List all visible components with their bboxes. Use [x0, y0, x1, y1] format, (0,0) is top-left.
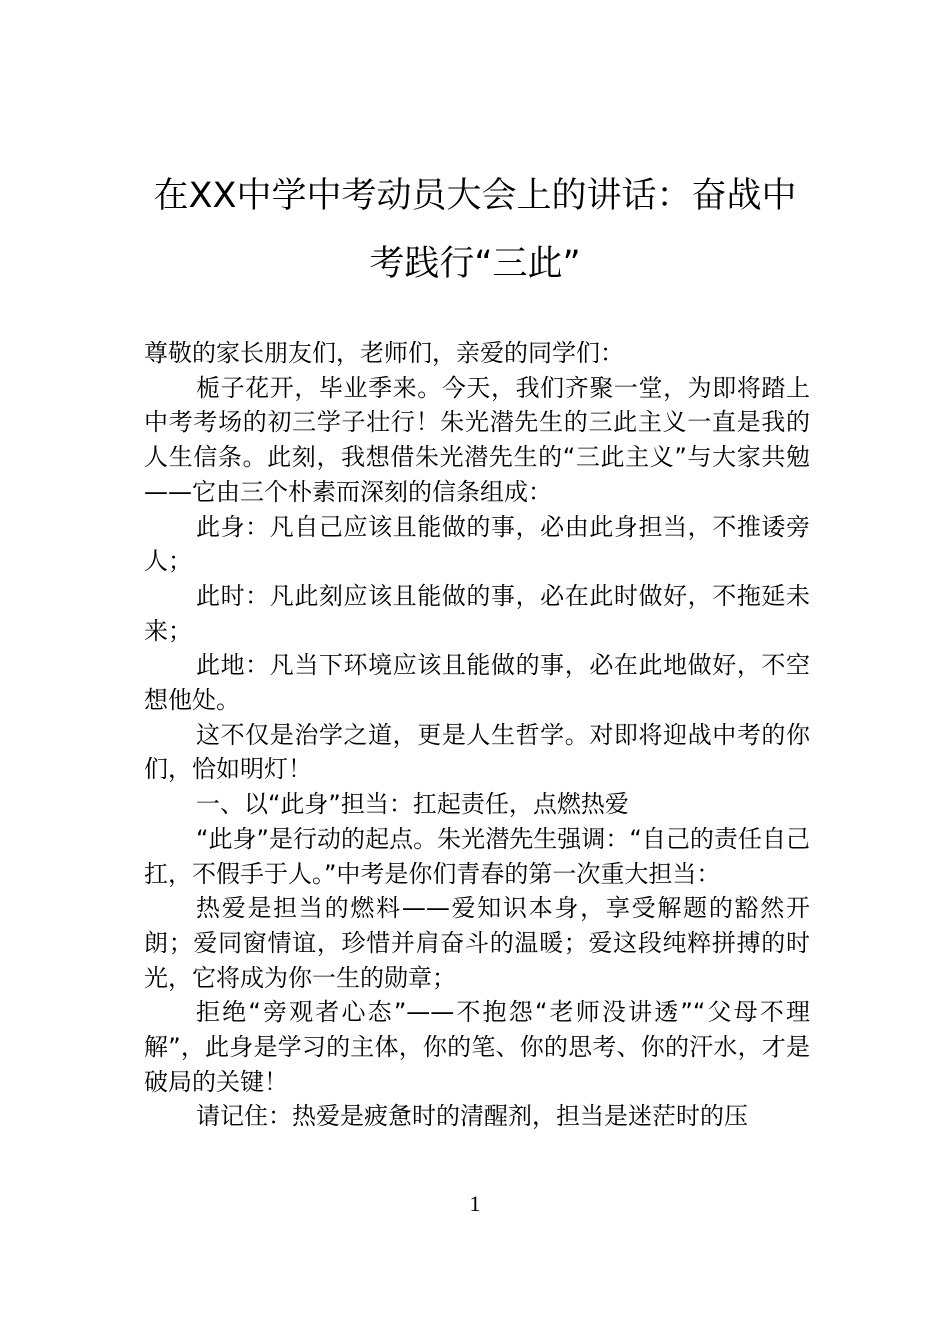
document-title-line-2: 考践行“三此”	[369, 244, 581, 284]
paragraph-cishi: 此时：凡此刻应该且能做的事，必在此时做好，不拖延未来；	[144, 581, 810, 645]
paragraph-passion: 热爱是担当的燃料——爱知识本身，享受解题的豁然开朗；爱同窗情谊，珍惜并肩奋斗的温暖；爱这段纯粹拼搏的时光，它将成为你一生的勋章；	[144, 894, 810, 992]
paragraph-cishen: 此身：凡自己应该且能做的事，必由此身担当，不推诿旁人；	[144, 512, 810, 576]
paragraph-reject-bystander: 拒绝“旁观者心态”——不抱怨“老师没讲透”“父母不理解”，此身是学习的主体，你的笔、你的思考、你的汗水，才是破局的关键！	[144, 998, 810, 1096]
paragraph-cidi: 此地：凡当下环境应该且能做的事，必在此地做好，不空想他处。	[144, 651, 810, 715]
paragraph-philosophy: 这不仅是治学之道，更是人生哲学。对即将迎战中考的你们，恰如明灯！	[144, 720, 810, 784]
paragraph-intro: 栀子花开，毕业季来。今天，我们齐聚一堂，为即将踏上中考考场的初三学子壮行！朱光潜先生的三此主义一直是我的人生信条。此刻，我想借朱光潜先生的“三此主义”与大家共勉——它由三个朴素而深刻的信条组成：	[144, 373, 810, 506]
greeting: 尊敬的家长朋友们，老师们，亲爱的同学们：	[144, 339, 624, 367]
paragraph-cishen-start: “此身”是行动的起点。朱光潜先生强调：“自己的责任自己扛，不假手于人。”中考是你们青春的第一次重大担当：	[144, 824, 810, 888]
document-title-line-1: 在XX中学中考动员大会上的讲话：奋战中	[153, 176, 797, 216]
paragraph-remember: 请记住：热爱是疲惫时的清醒剂，担当是迷茫时的压	[196, 1102, 748, 1131]
page-number: 1	[469, 1191, 481, 1216]
document-body	[144, 336, 810, 1134]
section-heading-1: 一、以“此身”担当：扛起责任，点燃热爱	[196, 790, 629, 819]
